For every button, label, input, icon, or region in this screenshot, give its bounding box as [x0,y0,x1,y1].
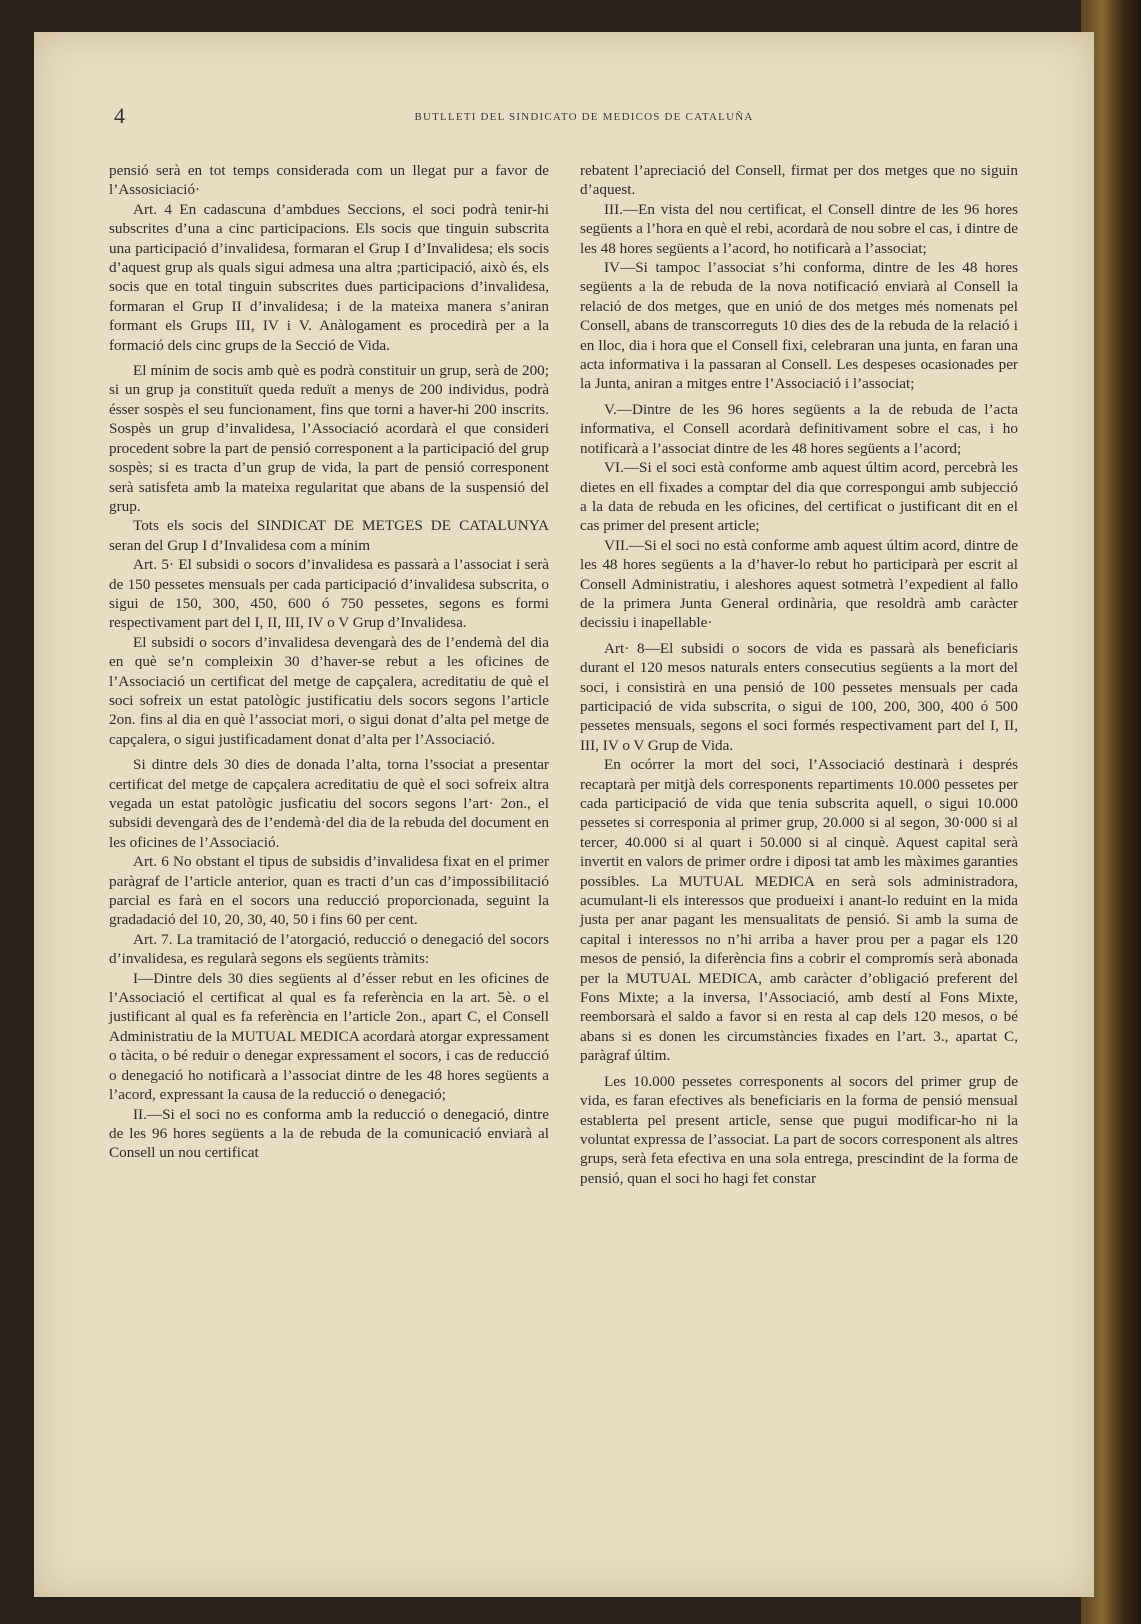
paragraph: Si dintre dels 30 dies de donada l’alta, torna l’ssociat a presentar certificat del metge de capçalera acreditatiu de què el soci sofreix altra vegada un estat patològic jusficatiu del socors segons l’art· 2on., el subsidi devengarà des de l’endemà·del dia de la rebuda del document en les oficines de l’Associació. [109,756,549,851]
paragraph: Art· 8—El subsidi o socors de vida es passarà als beneficiaris durant el 120 mesos naturals enters consecutius següents a la mort del soci, i consistirà en una pensió de 100 pessetes mensuals per cada participació de vida subscrita, o sigui de 100, 200, 300, 400 ó 500 pessetes mensuals, segons el soci formés respectivament part del I, II, III, IV o V Grup de Vida. [580,639,1018,754]
paragraph: Art. 6 No obstant el tipus de subsidis d’invalidesa fixat en el primer paràgraf de l’article anterior, quan es tracti d’un cas d’impossibilitació parcial es farà en el socors una reducció proporcionada, seguint la gradadació del 10, 20, 30, 40, 50 i fins 60 per cent. [109,853,549,929]
right-column [580,161,1018,1188]
running-title: BUTLLETI DEL SINDICATO DE MEDICOS DE CATALUÑA [414,111,754,123]
paragraph: IV—Si tampoc l’associat s’hi conforma, dintre de les 48 hores següents a la de rebuda de la nova notificació enviarà al Consell la relació de dos metges, que en unió de dos metges més nomenats pel Consell, abans de transcorreguts 10 dies des de la rebuda de la relació i en lloc, dia i hora que el Consell fixi, celebraran una junta, en faran una acta informativa i la passaran al Consell. Les despeses ocasionades per la Junta, aniran a mitges entre l’Associació i l’associat; [580,259,1018,393]
paragraph: I—Dintre dels 30 dies següents al d’ésser rebut en les oficines de l’Associació el certificat al qual es fa referència en la art. 5è. o el justificant al qual es fa referència en l’article 2on., apart C, el Consell Administratiu de la MUTUAL MEDICA acordarà atorgar expressament o tàcita, o bé reduir o denegar expressament el socors, i cas de reducció o denegació ho notificarà a l’associat dintre de les 48 hores següents a l’acord, expressant la causa de la reducció o denegació; [109,969,549,1104]
paragraph: El mínim de socis amb què es podrà constituir un grup, serà de 200; si un grup ja constituït queda reduït a menys de 200 individus, podrà ésser sospès el seu funcionament, fins que torni a haver-hi 200 inscrits. Sospès un grup d’invalidesa, l’Associació acordarà el que consideri procedent sobre la part de pensió corresponent a la participació del grup sospès; si es tracta d’un grup de vida, la part de pensió corresponent serà satisfeta amb la mateixa regularitat que abans de la suspensió del grup. [109,362,549,515]
paragraph: rebatent l’apreciació del Consell, firmat per dos metges que no siguin d’aquest. [580,162,1018,199]
paragraph: Art. 7. La tramitació de l’atorgació, reducció o denegació del socors d’invalidesa, es regularà segons els següents tràmits: [109,930,549,968]
page-number: 4 [114,103,125,128]
document-page [34,32,1094,1597]
page-header [114,103,1054,135]
paragraph: III.—En vista del nou certificat, el Consell dintre de les 96 hores següents a l’hora en què el rebi, acordarà de nou sobre el cas, i dintre de les 48 hores següents a l’acord, ho notificarà a l’associat; [580,200,1018,257]
paragraph: pensió serà en tot temps considerada com un llegat pur a favor de l’Assosiciació· [109,162,549,199]
paragraph: El subsidi o socors d’invalidesa devengarà des de l’endemà del dia en què se’n compleixin 30 d’haver-se rebut a les oficines de l’Associació un certificat del metge de capçalera, acreditatiu de què el soci sofreix un estat patològic justificatiu dels socors segons l’article 2on. fins al dia en què l’associat mori, o sigui donat d’alta pel metge de capçalera, o sigui justificadament donat d’alta per l’Associació. [109,633,549,748]
paragraph: Tots els socis del SINDICAT DE METGES DE CATALUNYA seran del Grup I d’Invalidesa com a mínim [109,517,549,554]
paragraph: II.—Si el soci no es conforma amb la reducció o denegació, dintre de les 96 hores següents a la de rebuda de la comunicació enviarà al Consell un nou certificat [109,1105,549,1162]
paragraph: Art. 4 En cadascuna d’ambdues Seccions, el soci podrà tenir-hi subscrites d’una a cinc participacions. Els socis que tinguin subscrita una participació d’invalidesa, formaran el Grup I d’Invalidesa; els socis d’aquest grup als quals sigui admesa una altra ;participació, això és, els socis que en total tinguin subscrites dues participacions d’invalidesa, formaran el Grup II d’invalidesa; i de la mateixa manera s’aniran formant els Grups III, IV i V. Anàlogament es procedirà per a la formació dels cinc grups de la Secció de Vida. [109,200,549,354]
paragraph: VII.—Si el soci no està conforme amb aquest últim acord, dintre de les 48 hores següents a la d’haver-lo rebut ho participarà per escrit al Consell Administratiu, i aleshores aquest sotmetrà l’expedient al fallo de la primera Junta General ordinària, que resoldrà amb caràcter decissiu i inapellable· [580,536,1018,632]
paragraph: Les 10.000 pessetes corresponents al socors del primer grup de vida, es faran efectives als beneficiaris en la forma de pensió mensual establerta pel present article, sense que pugui modificar-ho ni la voluntat expressa de l’associat. La part de socors corresponent als altres grups, serà feta efectiva en una sola entrega, prescindint de la forma de pensió, quan el soci ho hagi fet constar [580,1072,1018,1187]
paragraph: V.—Dintre de les 96 hores següents a la de rebuda de l’acta informativa, el Consell acordarà definitivament sobre el cas, i ho notificarà a l’associat dintre de les 48 hores següents a l’acord; [580,400,1018,457]
paragraph: Art. 5· El subsidi o socors d’invalidesa es passarà a l’associat i serà de 150 pessetes mensuals per cada participació d’invalidesa subscrita, o sigui de 150, 300, 450, 600 ó 750 pessetes, segons es formi respectivament part del I, II, III, IV o V Grup d’Invalidesa. [109,556,549,632]
paragraph: En ocórrer la mort del soci, l’Associació destinarà i després recaptarà per mitjà dels corresponents repartiments 10.000 pessetes per cada participació de vida que tenia subscrita aquell, o sigui 10.000 pessetes si corresponia al primer grup, 20.000 si al segon, 30·000 si al tercer, 40.000 si al quart i 50.000 si al cinquè. Aquest capital serà invertit en valors de primer ordre i diposi tat amb les màximes garanties possibles. La MUTUAL MEDICA en serà sols administradora, acumulant-li els interessos que produeixi i anant-lo reduint en la mida justa per anar pagant les mensualitats de pensió. Si amb la suma de capital i interessos no n’hi arriba a haver prou per a pagar els 120 mesos de pensió, la diferència fins a cobrir el compromís serà abonada per la MUTUAL MEDICA, amb caràcter d’obligació preferent del Fons Mixte; a la inversa, l’Associació, amb destí al Fons Mixte, reemborsarà el saldo a favor si en resta al cap dels 120 mesos, o bé abans si es donen les circumstàncies fixades en l’art. 3., apartat C, paràgraf últim. [580,756,1018,1065]
left-column [109,161,549,1163]
paragraph: VI.—Si el soci està conforme amb aquest últim acord, percebrà les dietes en ell fixades a comptar del dia que correspongui amb subjecció a la data de rebuda en les oficines, del certificat o justificant dit en el cas primer del present article; [580,459,1018,535]
